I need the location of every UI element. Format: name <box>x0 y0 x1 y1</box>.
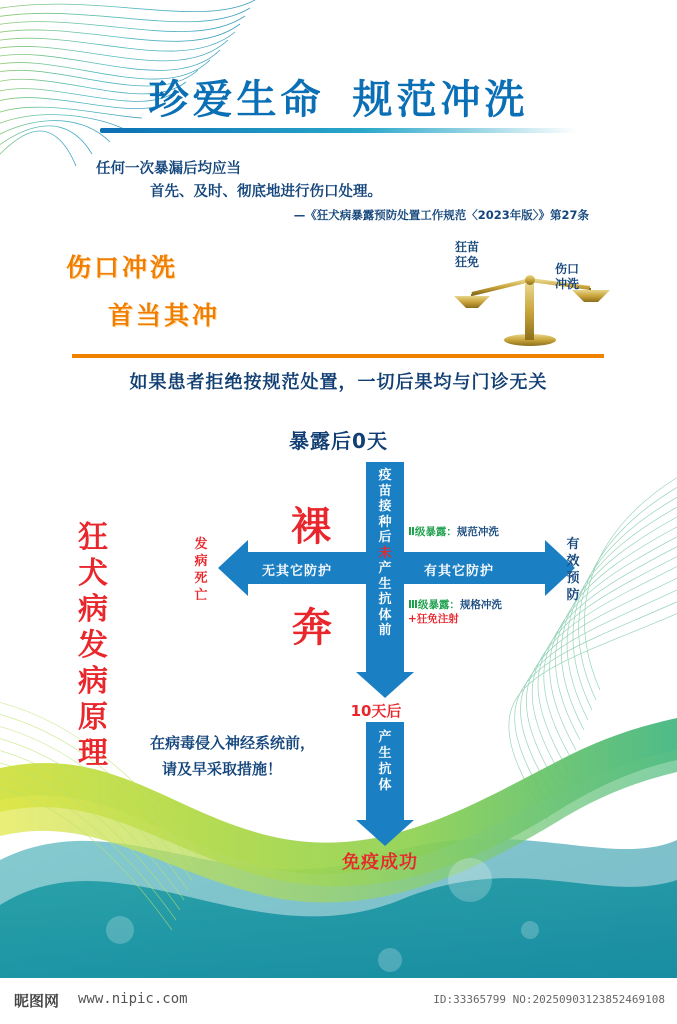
exposure-level-3-text: 规格冲洗 <box>459 599 502 611</box>
slogan-line-1: 伤口冲洗 <box>66 253 179 282</box>
advice-line-2: 请及早采取措施！ <box>162 760 283 778</box>
center-column-text <box>370 468 400 639</box>
slogan-block <box>66 248 220 332</box>
immunization-success-label: 免疫成功 <box>342 852 418 873</box>
quote-source: —《狂犬病暴露预防处置工作规范〈2023年版〉》第27条 <box>293 208 589 222</box>
death-char-1: 病 <box>194 554 208 569</box>
exposure-level-3-label: Ⅲ级暴露： <box>408 599 460 611</box>
advice-block <box>150 730 370 782</box>
scale-left-label-l1: 狂苗 <box>455 240 480 254</box>
footer-url: www.nipic.com <box>78 991 188 1007</box>
quote-line-1: 任何一次暴漏后均应当 <box>96 161 241 177</box>
prevent-char-2: 预 <box>566 571 580 586</box>
left-arrow-head <box>218 540 248 596</box>
vtitle-char-4: 病 <box>78 664 108 699</box>
center-char-2: 接 <box>378 499 392 514</box>
slogan-line-2: 首当其冲 <box>108 301 221 330</box>
antibody-char-3: 体 <box>378 778 392 793</box>
center-char-7: 生 <box>378 576 392 592</box>
page-title-part1: 珍爱生命 <box>148 77 325 123</box>
vtitle-char-0: 狂 <box>78 520 108 555</box>
exposure-level-2-label: Ⅱ级暴露： <box>408 526 457 538</box>
vtitle-char-3: 发 <box>78 628 108 663</box>
center-char-3: 种 <box>378 514 392 530</box>
exposure-level-2-text: 规范冲洗 <box>456 526 499 538</box>
scale-right-label-l1: 伤口 <box>555 262 580 276</box>
exposure-level-2-note <box>408 524 499 539</box>
vtitle-char-2: 病 <box>78 592 108 627</box>
vtitle-char-6: 理 <box>78 736 108 771</box>
vtitle-char-5: 原 <box>78 700 108 735</box>
page-title <box>0 68 677 125</box>
has-other-protection-label: 有其它防护 <box>424 564 495 579</box>
vertical-section-title <box>74 520 112 772</box>
vtitle-char-1: 犬 <box>78 556 108 591</box>
vertical-arrow-head-bottom <box>356 820 414 846</box>
orange-divider <box>72 354 604 358</box>
advice-line-1: 在病毒侵入神经系统前， <box>150 734 316 752</box>
antibody-char-1: 生 <box>378 746 392 761</box>
death-char-0: 发 <box>194 537 208 552</box>
prevent-char-3: 防 <box>566 588 580 603</box>
naked-run-char-2: 奔 <box>292 605 332 651</box>
center-char-8: 抗 <box>378 592 392 607</box>
antibody-char-0: 产 <box>378 730 392 745</box>
footer-id-text: ID:33365799 NO:20250903123852469108 <box>433 993 665 1006</box>
death-outcome-label <box>188 536 214 604</box>
footer-logo: 昵图网 <box>14 992 60 1010</box>
balance-scale-illustration <box>420 240 630 350</box>
center-char-9: 体 <box>378 607 392 623</box>
death-char-2: 死 <box>194 571 208 586</box>
antibody-char-2: 抗 <box>378 762 392 777</box>
exposure-level-3-text2: +狂免注射 <box>408 613 459 625</box>
scale-left-label <box>455 240 479 270</box>
day10-label: 10天后 <box>350 702 402 720</box>
scale-right-label <box>555 262 579 292</box>
scale-left-label-l2: 狂免 <box>455 255 480 269</box>
center-char-5: 未 <box>378 545 392 561</box>
center-char-6: 产 <box>378 561 392 576</box>
center-char-4: 后 <box>378 530 392 545</box>
scale-right-label-l2: 冲洗 <box>555 277 580 291</box>
naked-run-char-1: 裸 <box>291 504 333 550</box>
quote-block <box>0 158 677 227</box>
center-char-10: 前 <box>378 623 392 638</box>
center-char-0: 疫 <box>378 468 392 483</box>
scale-icon <box>420 240 630 350</box>
no-other-protection-label: 无其它防护 <box>262 564 333 579</box>
center-char-1: 苗 <box>378 483 392 499</box>
vertical-arrow-head-top <box>356 672 414 698</box>
prevent-char-0: 有 <box>566 537 580 552</box>
antibody-produced-label <box>370 730 400 794</box>
warning-text: 如果患者拒绝按规范处置，一切后果均与门诊无关 <box>129 372 548 393</box>
exposure-level-3-note <box>408 598 502 626</box>
day0-label: 暴露后0天 <box>289 429 388 453</box>
death-char-3: 亡 <box>194 588 208 603</box>
page-title-part2: 规范冲洗 <box>352 77 529 123</box>
title-divider <box>100 128 578 133</box>
quote-line-2: 首先、及时、彻底地进行伤口处理。 <box>150 184 382 200</box>
prevent-char-1: 效 <box>566 554 580 569</box>
effective-prevention-label <box>560 536 586 604</box>
